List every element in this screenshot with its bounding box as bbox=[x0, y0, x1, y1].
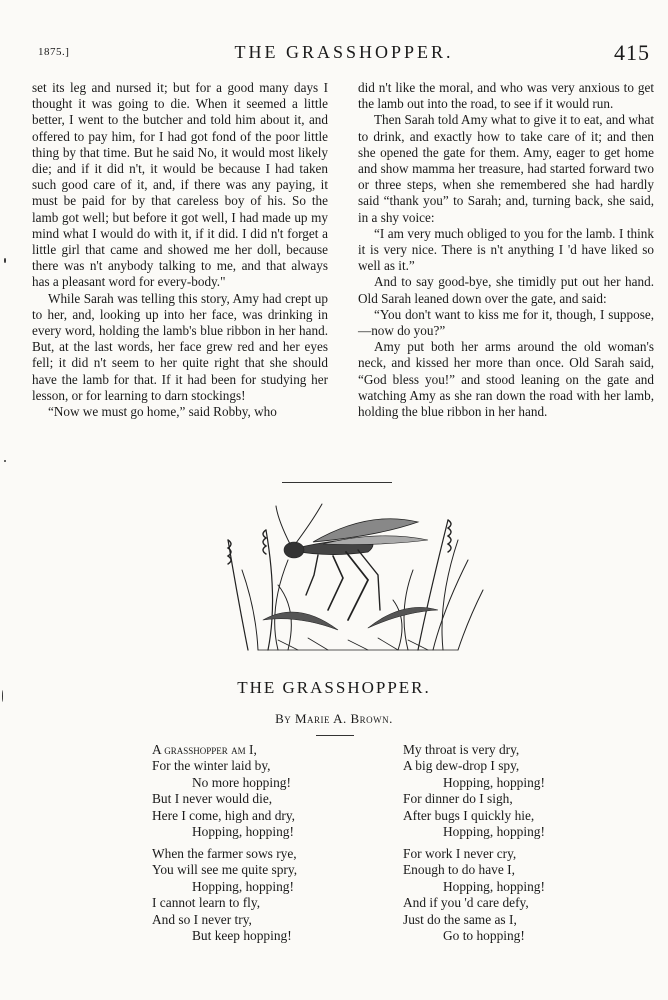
paragraph: While Sarah was telling this story, Amy had crept up to her, and, looking up into her face, was drinking in every word, holding the lamb's blue ribbon in her hand. But, at the last words, her face grew red and her eyes fell; it did n't seem to her quite right that she should have the lamb for that. If it had been for studying her lesson, or for learning to darn stockings! bbox=[32, 290, 328, 403]
poem-line: For the winter laid by, bbox=[152, 758, 271, 774]
print-speck bbox=[2, 690, 3, 702]
poem-line: And if you 'd care defy, bbox=[403, 895, 529, 911]
poem-line: For dinner do I sigh, bbox=[403, 791, 513, 807]
poem-line: When the farmer sows rye, bbox=[152, 846, 297, 861]
paragraph: set its leg and nursed it; but for a good many days I thought it was going to die. When it seemed a little better, I went to the butcher and told him about it, and offered to pay him, for I had got fond of the poor little thing by that time. But he said No, it would most likely die; and if it did n't, it would be because I had taken such good care of it, and, if there was any paying, it must be paid for by that careless boy of his. So the lamb got well; but before it got well, I had made up my mind what I would do with it, if it did. I did n't forget a little girl that came and showed me her doll, because there was n't anybody talking to me, and that always has a pleasant word for every-body." bbox=[32, 80, 328, 290]
poem-line: Hopping, hopping! bbox=[443, 774, 545, 790]
paragraph: Amy put both her arms around the old woman's neck, and kissed her more than once. Old Sarah said, “God bless you!” and stood leaning on the gate and watching Amy as she ran down the road with her lamb, holding the blue ribbon in her hand. bbox=[358, 339, 654, 420]
poem-byline: By Marie A. Brown. bbox=[275, 711, 393, 726]
page-header bbox=[38, 42, 650, 64]
story-column-right bbox=[358, 80, 654, 420]
poem-stanza bbox=[403, 742, 545, 840]
poem-line: I cannot learn to fly, bbox=[152, 895, 261, 911]
grasshopper-illustration bbox=[218, 500, 488, 660]
poem-title: THE GRASSHOPPER. bbox=[237, 678, 431, 697]
paragraph: “I am very much obliged to you for the lamb. I think it is very nice. There is n't anything I 'd have liked so well as it.” bbox=[358, 225, 654, 274]
page-number: 415 bbox=[614, 40, 650, 65]
poem-line: Hopping, hopping! bbox=[192, 824, 294, 840]
poem-line: For work I never cry, bbox=[403, 846, 517, 861]
print-speck bbox=[4, 460, 6, 462]
poem-line: A grasshopper am I, bbox=[152, 742, 257, 757]
poem-line: A big dew-drop I spy, bbox=[403, 758, 520, 774]
poem-stanza bbox=[152, 742, 295, 840]
poem-line: Here I come, high and dry, bbox=[152, 807, 296, 823]
poem-stanza bbox=[152, 846, 297, 944]
story-column-left bbox=[32, 80, 328, 420]
poem-line: Just do the same as I, bbox=[403, 911, 517, 927]
title-divider bbox=[316, 735, 354, 736]
running-title: THE GRASSHOPPER. bbox=[234, 42, 454, 62]
poem-line: After bugs I quickly hie, bbox=[403, 807, 535, 823]
paragraph: And to say good-bye, she timidly put out her hand. Old Sarah leaned down over the gate, and said: bbox=[358, 274, 654, 306]
poem-line: Enough to do have I, bbox=[403, 862, 515, 878]
poem-line: Hopping, hopping! bbox=[443, 824, 545, 840]
section-divider bbox=[282, 482, 392, 483]
poem-line: And so I never try, bbox=[152, 911, 252, 927]
poem-stanza bbox=[403, 846, 545, 944]
print-speck bbox=[4, 258, 6, 263]
paragraph: Then Sarah told Amy what to give it to eat, and what to drink, and exactly how to take care of it; and then she opened the gate for them. Amy, eager to get home and show mamma her treasure, had started forward two or three steps, when she remembered she had hardly said “thank you” to Sarah; and, turning back, she said, in a shy voice: bbox=[358, 112, 654, 225]
poem-line: Hopping, hopping! bbox=[192, 878, 294, 894]
poem-line: No more hopping! bbox=[192, 774, 291, 790]
poem-line: My throat is very dry, bbox=[403, 742, 520, 757]
issue-year: 1875.] bbox=[38, 46, 70, 58]
paragraph: “Now we must go home,” said Robby, who bbox=[48, 404, 277, 420]
poem-line: Go to hopping! bbox=[443, 928, 525, 944]
paragraph: “You don't want to kiss me for it, though, I suppose,—now do you?” bbox=[358, 306, 654, 339]
paragraph: did n't like the moral, and who was very anxious to get the lamb out into the road, to see if it would run. bbox=[358, 80, 654, 112]
poem-line: But keep hopping! bbox=[192, 928, 292, 944]
poem-line: You will see me quite spry, bbox=[152, 862, 298, 878]
poem-line: But I never would die, bbox=[152, 791, 273, 807]
poem-line: Hopping, hopping! bbox=[443, 878, 545, 894]
